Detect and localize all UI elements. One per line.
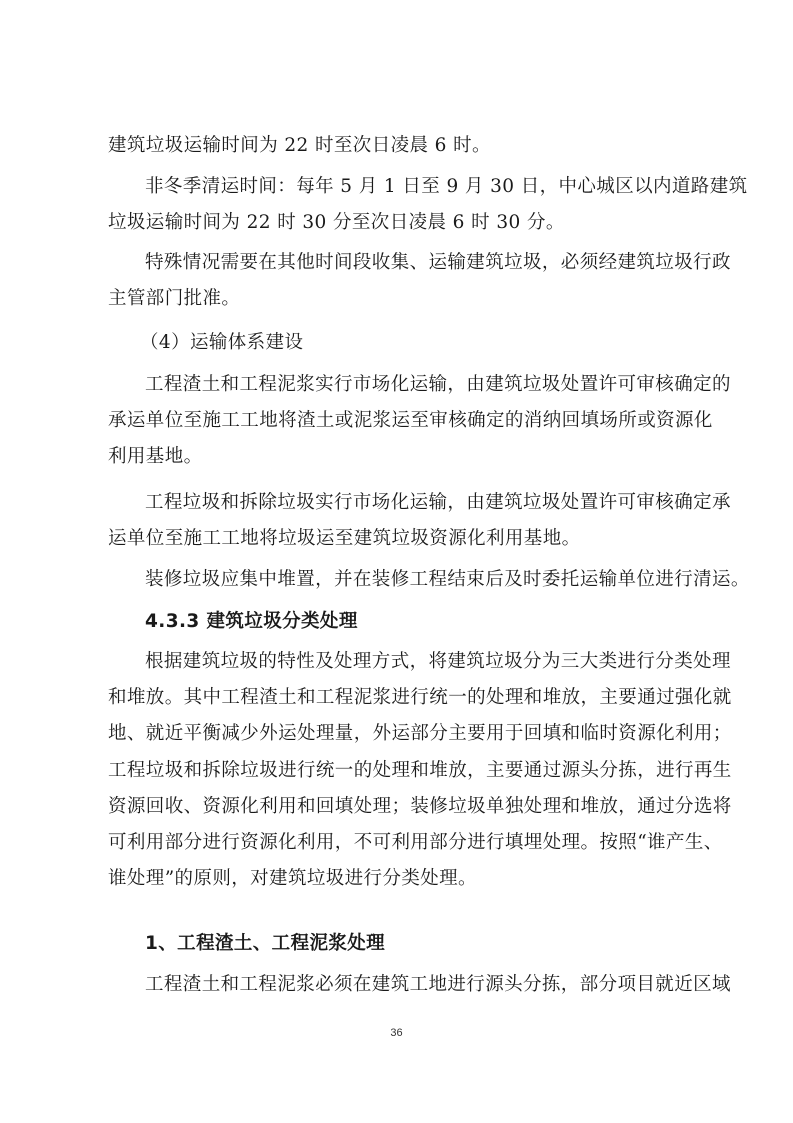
text-line: 垃圾运输时间为 22 时 30 分至次日凌晨 6 时 30 分。 bbox=[108, 212, 565, 234]
text-line: 资源回收、资源化利用和回填处理；装修垃圾单独处理和堆放，通过分选将 bbox=[108, 795, 732, 817]
paragraph-transport-time-winter bbox=[108, 128, 708, 164]
text-line: 主管部门批准。 bbox=[108, 288, 241, 310]
text-line: 根据建筑垃圾的特性及处理方式，将建筑垃圾分为三大类进行分类处理 bbox=[145, 651, 731, 672]
paragraph-special-cases bbox=[108, 245, 731, 317]
text-line: 工程渣土和工程泥浆实行市场化运输，由建筑垃圾处置许可审核确定的 bbox=[145, 374, 731, 395]
text-line: 可利用部分进行资源化利用，不可利用部分进行填埋处理。按照“谁产生、 bbox=[108, 832, 723, 854]
text-line: 利用基地。 bbox=[108, 446, 203, 468]
paragraph-decoration-waste bbox=[108, 562, 750, 598]
subsection-transport-system: （4）运输体系建设 bbox=[140, 332, 304, 353]
text-line: 工程垃圾和拆除垃圾进行统一的处理和堆放，主要通过源头分拣，进行再生 bbox=[108, 759, 732, 781]
text-line: 承运单位至施工工地将渣土或泥浆运至审核确定的消纳回填场所或资源化 bbox=[108, 410, 713, 432]
paragraph-classification-method bbox=[108, 644, 732, 897]
text-line: 地、就近平衡减少外运处理量，外运部分主要用于回填和临时资源化利用； bbox=[108, 723, 732, 745]
text-line: 工程垃圾和拆除垃圾实行市场化运输，由建筑垃圾处置许可审核确定承 bbox=[145, 492, 731, 513]
paragraph-demolition-waste-transport bbox=[108, 485, 731, 557]
text-line: 运单位至施工工地将垃圾运至建筑垃圾资源化利用基地。 bbox=[108, 528, 581, 550]
text-line: 非冬季清运时间：每年 5 月 1 日至 9 月 30 日，中心城区以内道路建筑 bbox=[145, 176, 748, 197]
page-number: 36 bbox=[390, 1027, 403, 1039]
section-heading-classification: 4.3.3 建筑垃圾分类处理 bbox=[145, 611, 358, 632]
paragraph-source-sorting bbox=[108, 967, 731, 1003]
paragraph-engineering-soil-transport bbox=[108, 367, 731, 476]
text-line: 谁处理”的原则，对建筑垃圾进行分类处理。 bbox=[108, 868, 477, 890]
text-line: 工程渣土和工程泥浆必须在建筑工地进行源头分拣，部分项目就近区域 bbox=[145, 974, 731, 995]
text-line: 装修垃圾应集中堆置，并在装修工程结束后及时委托运输单位进行清运。 bbox=[145, 569, 750, 590]
paragraph-non-winter-time bbox=[108, 169, 748, 241]
subheading-soil-mud-processing: 1、工程渣土、工程泥浆处理 bbox=[145, 933, 386, 954]
text-line: 和堆放。其中工程渣土和工程泥浆进行统一的处理和堆放，主要通过强化就 bbox=[108, 687, 732, 709]
text-line: 建筑垃圾运输时间为 22 时至次日凌晨 6 时。 bbox=[108, 135, 491, 156]
text-line: 特殊情况需要在其他时间段收集、运输建筑垃圾，必须经建筑垃圾行政 bbox=[145, 252, 731, 273]
